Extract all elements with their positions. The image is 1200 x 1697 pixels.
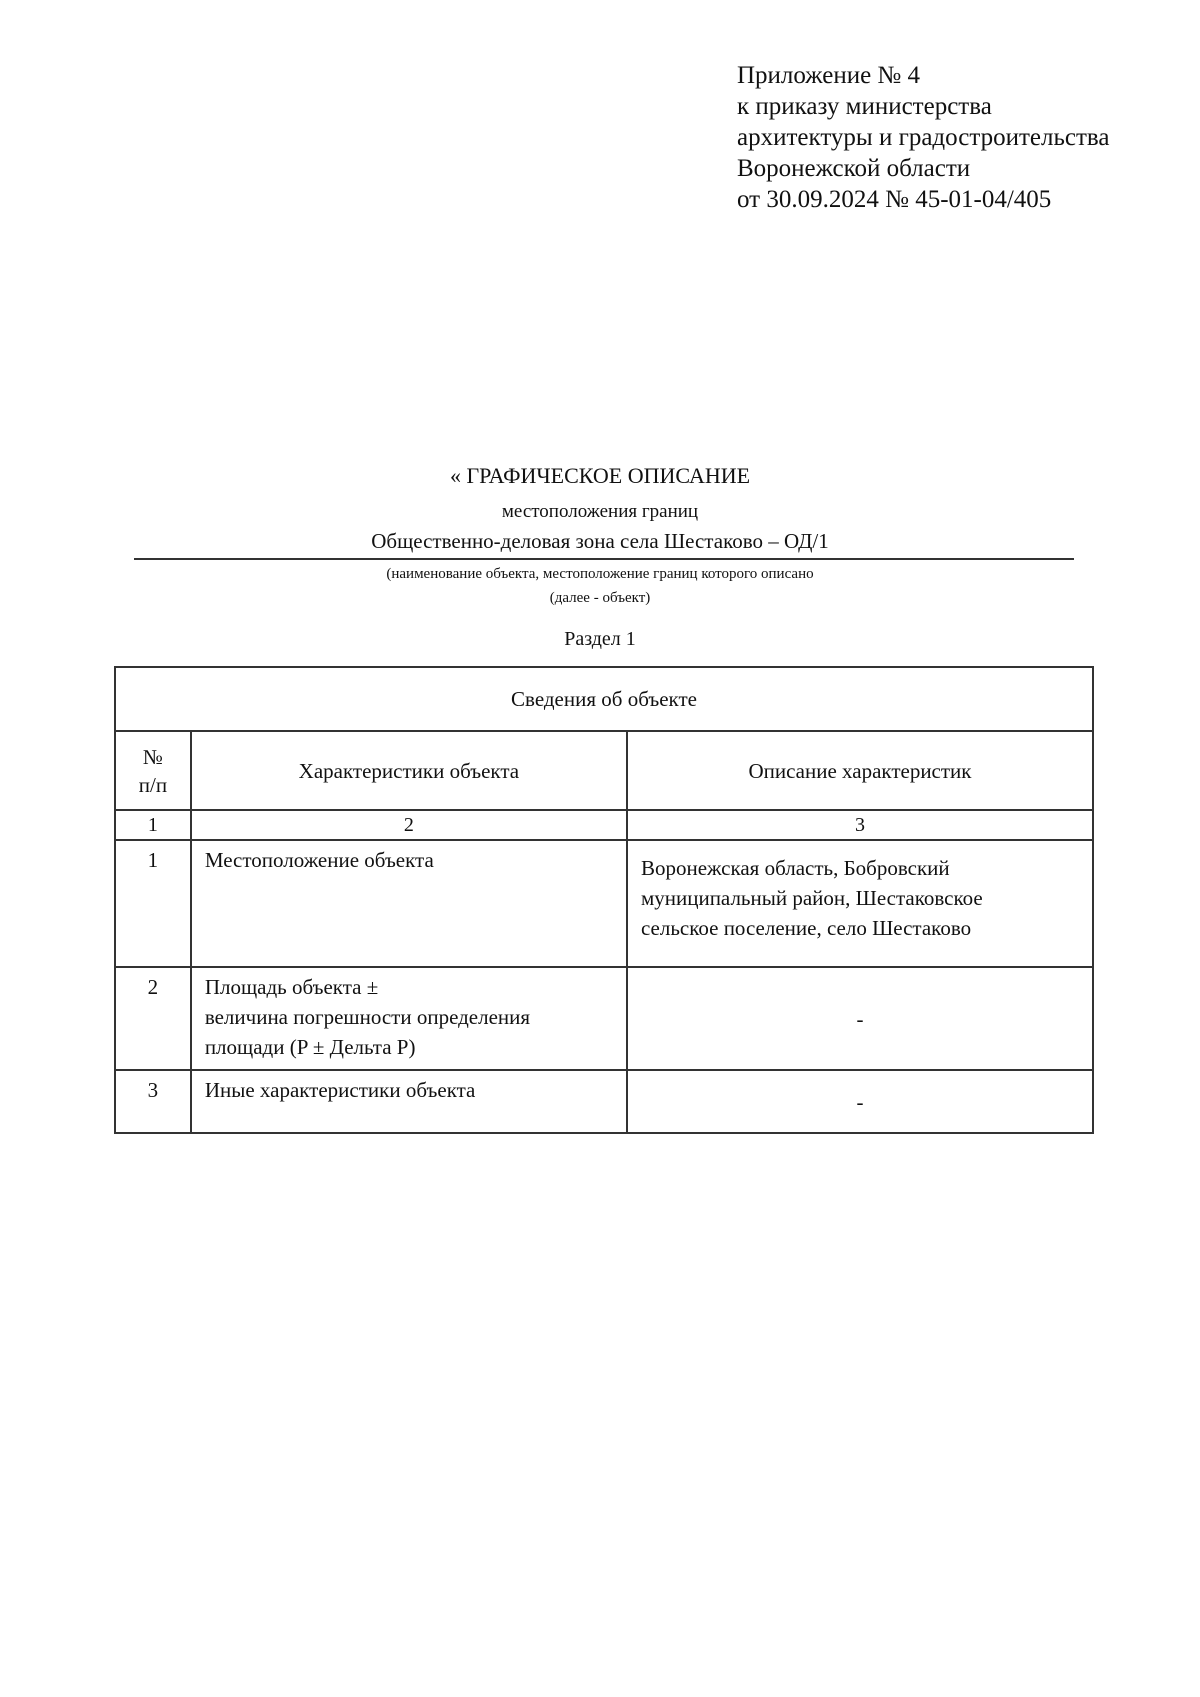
table-row	[115, 840, 1093, 967]
object-caption: (далее - объект)	[549, 590, 651, 606]
column-index: 1	[115, 810, 191, 840]
table-row	[115, 967, 1093, 1070]
column-index-row	[115, 810, 1093, 840]
description-line: сельское поселение, село Шестаково	[640, 916, 972, 940]
column-index: 3	[627, 810, 1093, 840]
row-description	[627, 1070, 1093, 1133]
row-number: 2	[115, 967, 191, 1070]
row-description	[627, 967, 1093, 1070]
column-header-description: Описание характеристик	[627, 731, 1093, 810]
characteristic-line: Площадь объекта ±	[204, 975, 379, 999]
column-header-number-line: п/п	[138, 772, 168, 797]
row-number: 1	[115, 840, 191, 967]
appendix-line: от 30.09.2024 № 45-01-04/405	[737, 186, 1052, 213]
appendix-line: Приложение № 4	[737, 62, 921, 89]
appendix-line: архитектуры и градостроительства	[737, 124, 1110, 151]
document-title: « ГРАФИЧЕСКОЕ ОПИСАНИЕ	[449, 463, 751, 488]
document-subtitle: местоположения границ	[501, 501, 699, 522]
row-characteristic	[191, 967, 627, 1070]
object-info-table	[114, 666, 1094, 1134]
characteristic-line: Местоположение объекта	[204, 848, 434, 872]
row-description	[627, 840, 1093, 967]
characteristic-line: площади (P ± Дельта P)	[204, 1035, 416, 1059]
column-header-number	[115, 731, 191, 810]
characteristic-line: Иные характеристики объекта	[204, 1078, 476, 1102]
section-label: Раздел 1	[564, 628, 636, 650]
description-line: -	[856, 1006, 864, 1031]
appendix-block	[737, 60, 1109, 215]
description-line: муниципальный район, Шестаковское	[640, 886, 983, 910]
row-characteristic	[191, 1070, 627, 1133]
row-characteristic	[191, 840, 627, 967]
table-row	[115, 1070, 1093, 1133]
row-number: 3	[115, 1070, 191, 1133]
column-header-number-line: №	[142, 744, 163, 769]
description-line: Воронежская область, Бобровский	[640, 856, 950, 880]
table-caption-row	[115, 667, 1093, 731]
table-header-row	[115, 731, 1093, 810]
characteristic-line: величина погрешности определения	[204, 1005, 531, 1029]
column-header-characteristics: Характеристики объекта	[191, 731, 627, 810]
object-name: Общественно-деловая зона села Шестаково – ОД/1	[371, 529, 829, 553]
column-index: 2	[191, 810, 627, 840]
table-caption: Сведения об объекте	[115, 667, 1093, 731]
appendix-line: к приказу министерства	[737, 93, 992, 120]
object-name-underline	[134, 558, 1074, 560]
appendix-line: Воронежской области	[737, 155, 971, 182]
object-caption: (наименование объекта, местоположение границ которого описано	[386, 566, 814, 582]
description-line: -	[856, 1089, 864, 1114]
